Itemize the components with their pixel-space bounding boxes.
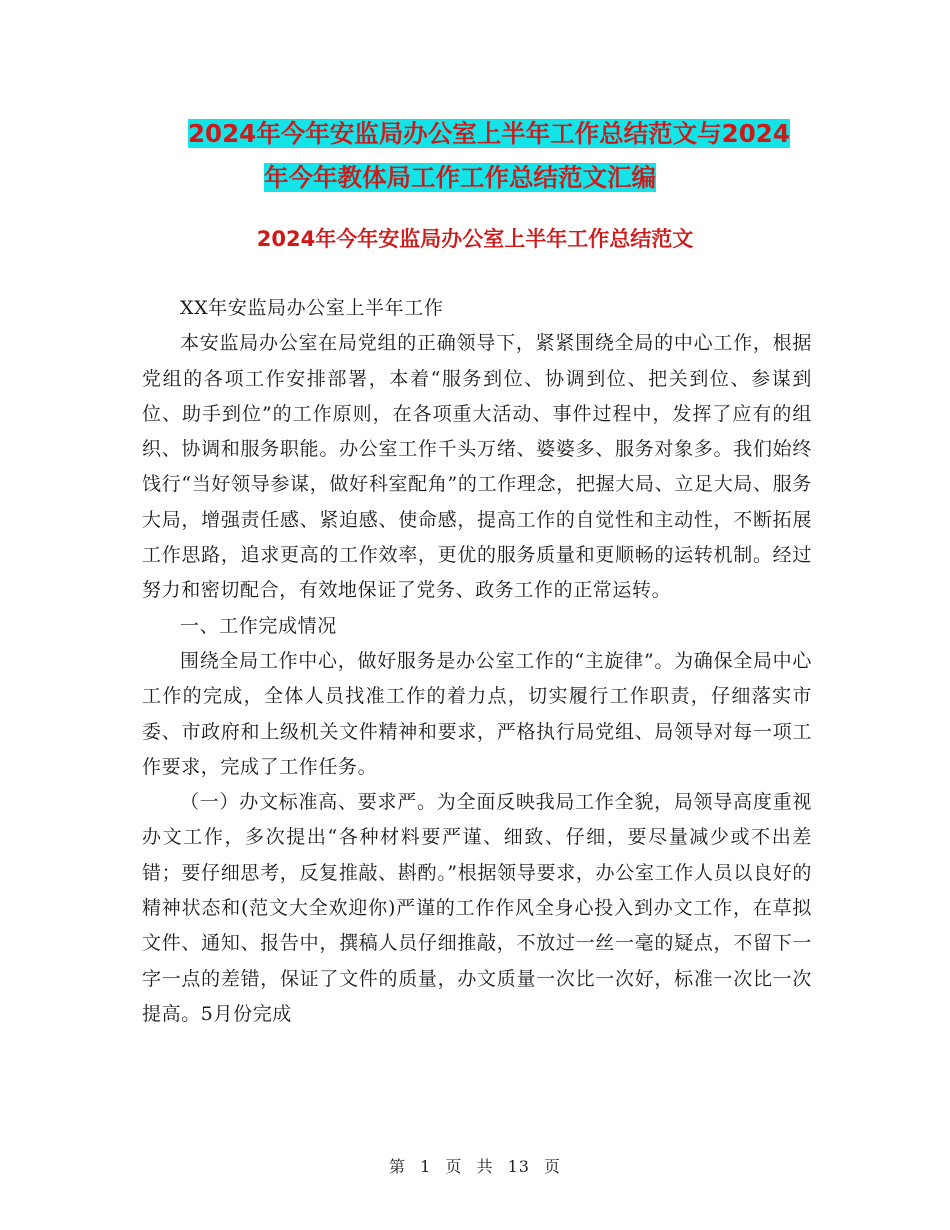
paragraph-heading: XX年安监局办公室上半年工作 (180, 297, 444, 319)
current-page-number: 1 (420, 1157, 432, 1176)
document-title (140, 112, 810, 200)
title-line-2: 年今年教体局工作工作总结范文汇编 (264, 163, 656, 192)
document-body (142, 291, 812, 1032)
total-pages-number: 13 (507, 1157, 530, 1176)
paragraph: 本安监局办公室在局党组的正确领导下，紧紧围绕全局的中心工作，根据党组的各项工作安排部署，本着“服务到位、协调到位、把关到位、参谋到位、助手到位”的工作原则，在各项重大活动、事件过程中，发挥了应有的组织、协调和服务职能。办公室工作千头万绪、婆婆多、服务对象多。我们始终饯行“当好领导参谋，做好科室配角”的工作理念，把握大局、立足大局、服务大局，增强责任感、紧迫感、使命感，提高工作的自觉性和主动性，不断拓展工作思路，追求更高的工作效率，更优的服务质量和更顺畅的运转机制。经过努力和密切配合，有效地保证了党务、政务工作的正常运转。 (142, 332, 812, 602)
paragraph: （一）办文标准高、要求严。为全面反映我局工作全貌，局领导高度重视办文工作，多次提出“各种材料要严谨、细致、仔细，要尽量减少或不出差错；要仔细思考，反复推敲、斟酌。”根据领导要求，办公室工作人员以良好的精神状态和(范文大全欢迎你)严谨的工作作风全身心投入到办文工作，在草拟文件、通知、报告中，撰稿人员仔细推敲，不放过一丝一毫的疑点，不留下一字一点的差错，保证了文件的质量，办文质量一次比一次好，标准一次比一次提高。5月份完成 (142, 791, 812, 1025)
paragraph: 围绕全局工作中心，做好服务是办公室工作的“主旋律”。为确保全局中心工作的完成，全体人员找准工作的着力点，切实履行工作职责，仔细落实市委、市政府和上级机关文件精神和要求，严格执行局党组、局领导对每一项工作要求，完成了工作任务。 (142, 649, 812, 778)
title-line-1: 2024年今年安监局办公室上半年工作总结范文与2024 (188, 119, 790, 148)
footer-prefix: 第 (388, 1157, 406, 1176)
footer-suffix: 页 (544, 1157, 562, 1176)
section-heading: 一、工作完成情况 (180, 614, 337, 637)
footer-page-word: 页 (445, 1157, 463, 1176)
page-footer (0, 1154, 950, 1177)
section-title: 2024年今年安监局办公室上半年工作总结范文 (256, 227, 694, 251)
footer-total-word: 共 (476, 1157, 494, 1176)
